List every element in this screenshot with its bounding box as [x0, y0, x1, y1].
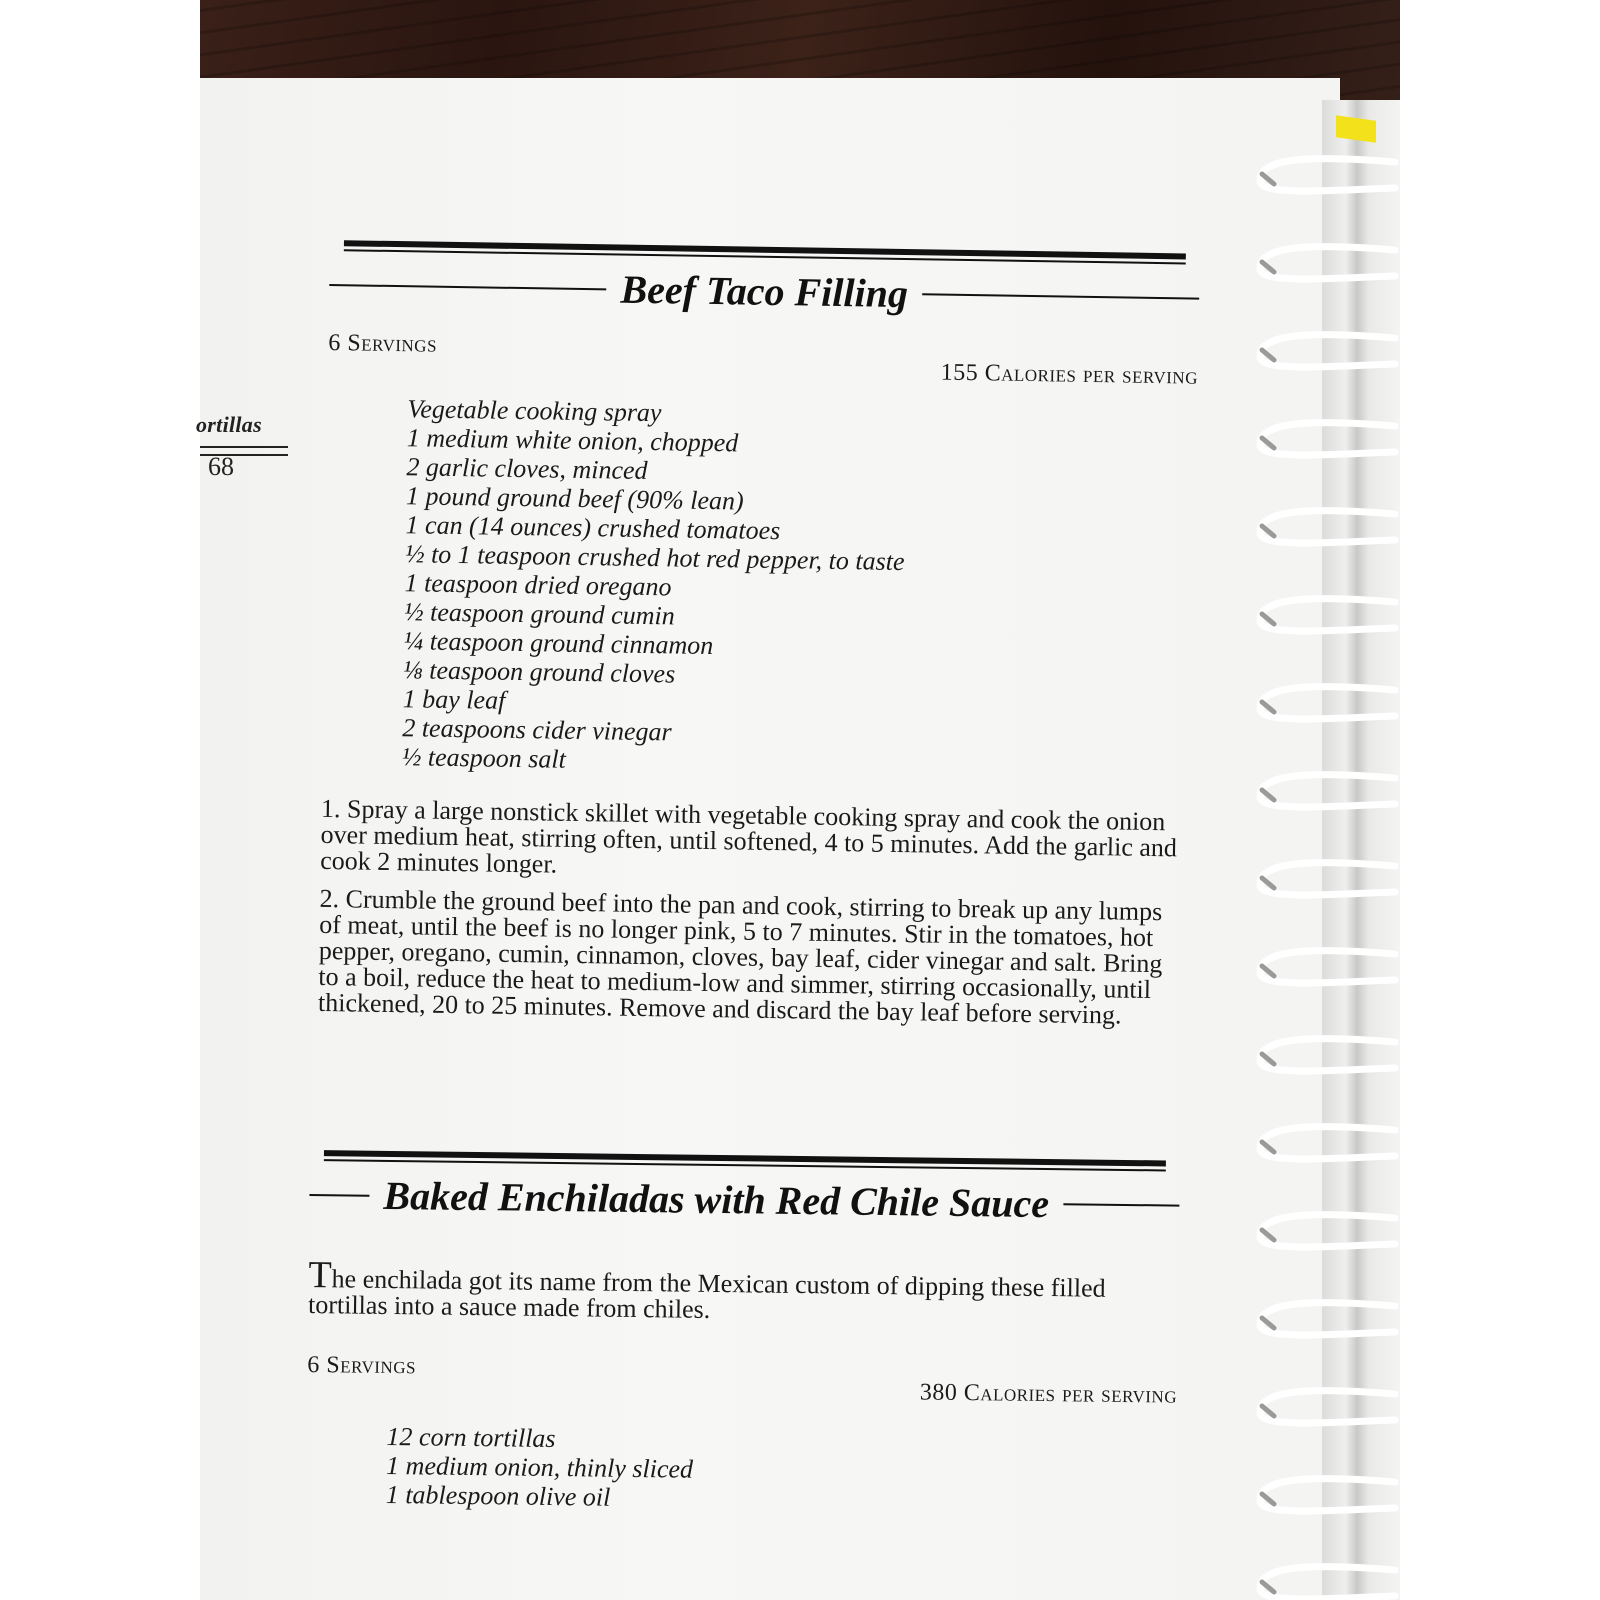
calories: 380 Calories per serving: [919, 1379, 1178, 1409]
instructions: [317, 793, 1191, 1030]
title-right-line: [1063, 1203, 1179, 1206]
spiral-ring: [1260, 1127, 1395, 1159]
spiral-ring: [1260, 1479, 1395, 1511]
ingredient: 12 corn tortillas: [386, 1421, 556, 1454]
spiral-ring: [1260, 1567, 1395, 1599]
page-number: 68: [208, 452, 234, 481]
spiral-ring: [1260, 511, 1395, 543]
title-left-line: [329, 283, 606, 289]
servings: 6 Servings: [307, 1351, 417, 1380]
spiral-ring: [1260, 335, 1395, 367]
spiral-ring: [1260, 863, 1395, 895]
side-tab-label: ortillas: [196, 412, 262, 437]
ingredient: 1 medium onion, thinly sliced: [385, 1450, 694, 1484]
title-row: [329, 261, 1200, 322]
intro-initial: T: [308, 1253, 332, 1297]
ingredient: 2 teaspoons cider vinegar: [402, 713, 672, 747]
calories: 155 Calories per serving: [940, 359, 1199, 390]
servings: 6 Servings: [328, 329, 438, 358]
ingredient-list: [386, 1422, 1177, 1519]
recipe-meta: [328, 330, 1199, 391]
ingredient: 1 medium white onion, chopped: [406, 423, 739, 458]
spiral-ring: [1260, 951, 1395, 983]
spiral-ring: [1260, 775, 1395, 807]
ingredient: 1 can (14 ounces) crushed tomatoes: [405, 510, 781, 546]
spiral-ring: [1260, 687, 1395, 719]
ingredient: Vegetable cooking spray: [407, 394, 662, 428]
spiral-ring: [1260, 159, 1395, 191]
spiral-ring: [1260, 1303, 1395, 1335]
recipe-intro: [307, 1253, 1179, 1329]
recipe-baked-enchiladas: [306, 1150, 1180, 1519]
recipe-meta: [307, 1352, 1178, 1410]
step: 2. Crumble the ground beef into the pan and cook, stirring to break up any lumps of meat, until the beef is no longer pink, 5 to 7 minutes. Stir in the tomatoes, hot pepper, oregano, cumin, cinnamon, cloves, bay leaf, cider vinegar and salt. Bring to a boil, reduce the heat to medium-low and simmer, stirring occasionally, until thickened, 20 to 25 minutes. Remove and discard the bay leaf before serving.: [317, 883, 1163, 1030]
title-left-line: [309, 1193, 369, 1196]
title-row: [309, 1171, 1180, 1229]
ingredient: 1 bay leaf: [402, 684, 506, 715]
ingredient: ¼ teaspoon ground cinnamon: [403, 626, 714, 661]
recipe-title: Beef Taco Filling: [620, 266, 909, 317]
title-right-line: [922, 293, 1199, 299]
spiral-ring: [1260, 1391, 1395, 1423]
spiral-ring: [1260, 423, 1395, 455]
step: 1. Spray a large nonstick skillet with vegetable cooking spray and cook the onion over medium heat, stirring often, until softened, 4 to 5 minutes. Add the garlic and cook 2 minutes longer.: [320, 793, 1178, 879]
ingredient: 1 tablespoon olive oil: [385, 1479, 611, 1512]
ingredient: 2 garlic cloves, minced: [406, 452, 648, 486]
ingredient: 1 pound ground beef (90% lean): [405, 481, 744, 516]
ingredient: ½ to 1 teaspoon crushed hot red pepper, to taste: [404, 539, 905, 577]
recipe-title: Baked Enchiladas with Red Chile Sauce: [383, 1172, 1050, 1227]
ingredient: ⅛ teaspoon ground cloves: [403, 655, 676, 689]
spiral-ring: [1260, 1039, 1395, 1071]
ingredient: ½ teaspoon ground cumin: [403, 597, 675, 631]
ingredient: 1 teaspoon dried oregano: [404, 568, 672, 602]
spiral-ring: [1260, 1215, 1395, 1247]
spiral-ring: [1260, 247, 1395, 279]
spiral-ring: [1260, 599, 1395, 631]
ingredient-list: [402, 394, 1198, 783]
intro-text: he enchilada got its name from the Mexican custom of dipping these filled tortillas into a sauce made from chiles.: [307, 1264, 1106, 1324]
ingredient: ½ teaspoon salt: [401, 742, 567, 774]
spiral-binding: [1240, 150, 1400, 1600]
recipe-beef-taco-filling: [318, 240, 1200, 1042]
